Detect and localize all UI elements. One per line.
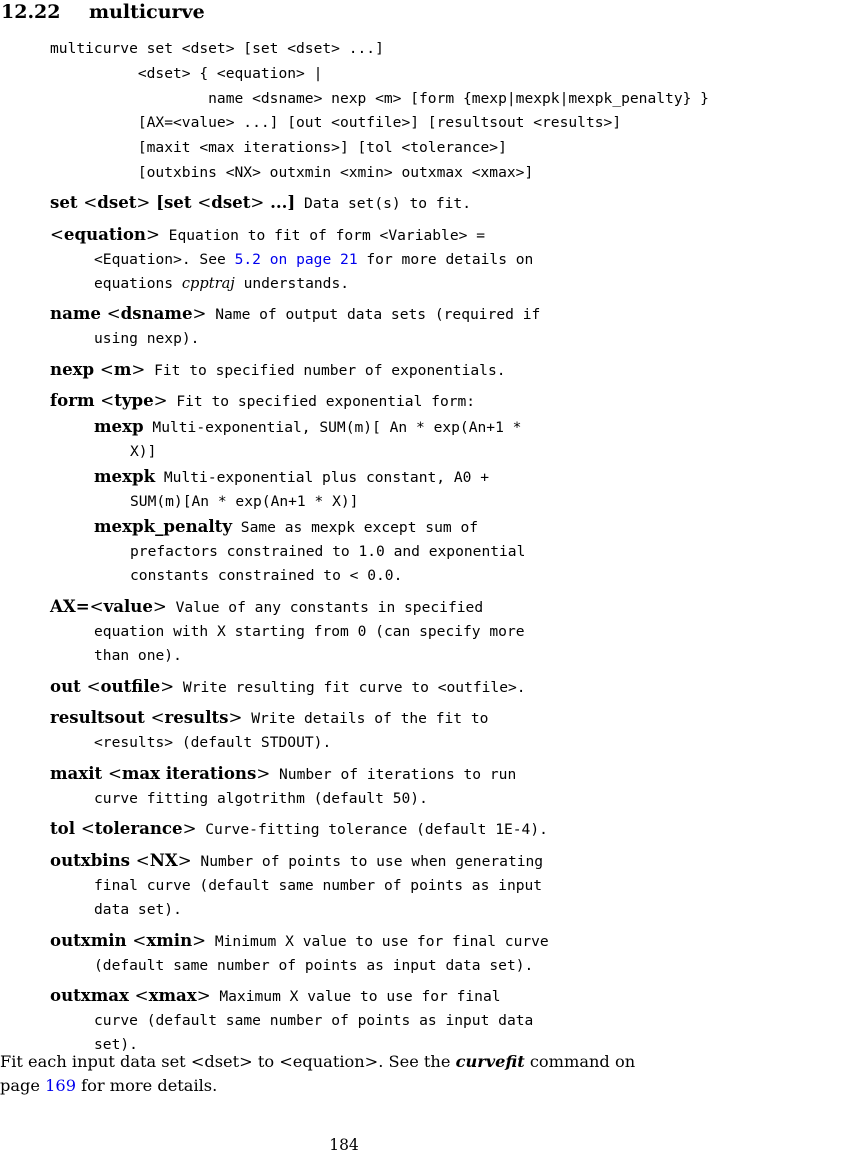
command-synopsis: [50, 37, 709, 186]
synopsis-line: [outxbins <NX> outxmin <xmin> outxmax <xmax>]: [50, 163, 534, 181]
option-outxmin: outxmin <xmin> Minimum X value to use for final curve (default same number of points as input data set).: [50, 929, 549, 974]
option-tol: tol <tolerance> Curve-fitting tolerance (default 1E-4).: [50, 818, 548, 839]
command-reference: curvefit: [455, 1052, 525, 1071]
synopsis-line: name <dsname> nexp <m> [form {mexp|mexpk|mexpk_penalty} }: [50, 89, 709, 107]
option-key: name <dsname>: [50, 303, 207, 324]
option-outxbins: outxbins <NX> Number of points to use when generating final curve (default same number of points as input data set).: [50, 849, 544, 918]
option-name: name <dsname> Name of output data sets (required if using nexp).: [50, 303, 541, 348]
description-paragraph: Fit each input data set <dset> to <equation>. See the curvefit command on page 169 for more details.: [0, 1052, 636, 1095]
option-key: maxit <max iterations>: [50, 762, 271, 783]
form-mexpk-penalty: mexpk_penalty Same as mexpk except sum of prefactors constrained to 1.0 and exponential constants constrained to < 0.0.: [94, 516, 526, 585]
page-number: 184: [329, 1136, 359, 1154]
section-link[interactable]: 5.2 on page 21: [234, 250, 358, 268]
option-out: out <outfile> Write resulting fit curve to <outfile>.: [50, 675, 526, 696]
option-key: <equation>: [50, 223, 160, 244]
option-outxmax: outxmax <xmax> Maximum X value to use for final curve (default same number of points as input data set).: [50, 985, 534, 1054]
option-key: nexp <m>: [50, 358, 146, 379]
section-title: multicurve: [89, 1, 205, 23]
option-key: AX=<value>: [50, 595, 167, 616]
option-ax: AX=<value> Value of any constants in specified equation with X starting from 0 (can specify more than one).: [50, 595, 525, 664]
synopsis-line: multicurve set <dset> [set <dset> ...]: [50, 40, 384, 57]
synopsis-line: [maxit <max iterations>] [tol <tolerance>]: [50, 139, 507, 157]
option-set: [50, 190, 850, 216]
form-mexp: mexp Multi-exponential, SUM(m)[ An * exp(An+1 * X)]: [94, 416, 522, 461]
section-heading: [1, 0, 205, 24]
option-key: mexp: [94, 416, 144, 437]
option-key: outxmax <xmax>: [50, 985, 211, 1006]
form-mexpk: mexpk Multi-exponential plus constant, A0 + SUM(m)[An * exp(An+1 * X)]: [94, 466, 489, 511]
option-key: mexpk: [94, 466, 156, 487]
option-key: form <type>: [50, 390, 168, 411]
option-nexp: nexp <m> Fit to specified number of exponentials.: [50, 358, 506, 379]
option-key: resultsout <results>: [50, 707, 243, 728]
page-link[interactable]: 169: [45, 1076, 77, 1095]
option-form: form <type> Fit to specified exponential form:: [50, 390, 476, 411]
option-maxit: maxit <max iterations> Number of iterations to run curve fitting algotrithm (default 50).: [50, 762, 517, 807]
option-key: set <dset> [set <dset> ...]: [50, 192, 296, 212]
option-list: [50, 190, 850, 1057]
option-resultsout: resultsout <results> Write details of the fit to <results> (default STDOUT).: [50, 707, 489, 752]
option-key: tol <tolerance>: [50, 818, 197, 839]
option-key: out <outfile>: [50, 675, 175, 696]
synopsis-line: <dset> { <equation> |: [50, 64, 323, 82]
section-number: 12.22: [1, 1, 61, 23]
option-key: outxmin <xmin>: [50, 929, 207, 950]
option-key: outxbins <NX>: [50, 849, 192, 870]
option-key: mexpk_penalty: [94, 516, 232, 537]
option-desc: Data set(s) to fit.: [295, 195, 471, 212]
option-equation: <equation> Equation to fit of form <Variable> = <Equation>. See 5.2 on page 21 for more details on equations cpptraj understands.: [50, 223, 534, 292]
synopsis-line: [AX=<value> ...] [out <outfile>] [resultsout <results>]: [50, 114, 622, 132]
